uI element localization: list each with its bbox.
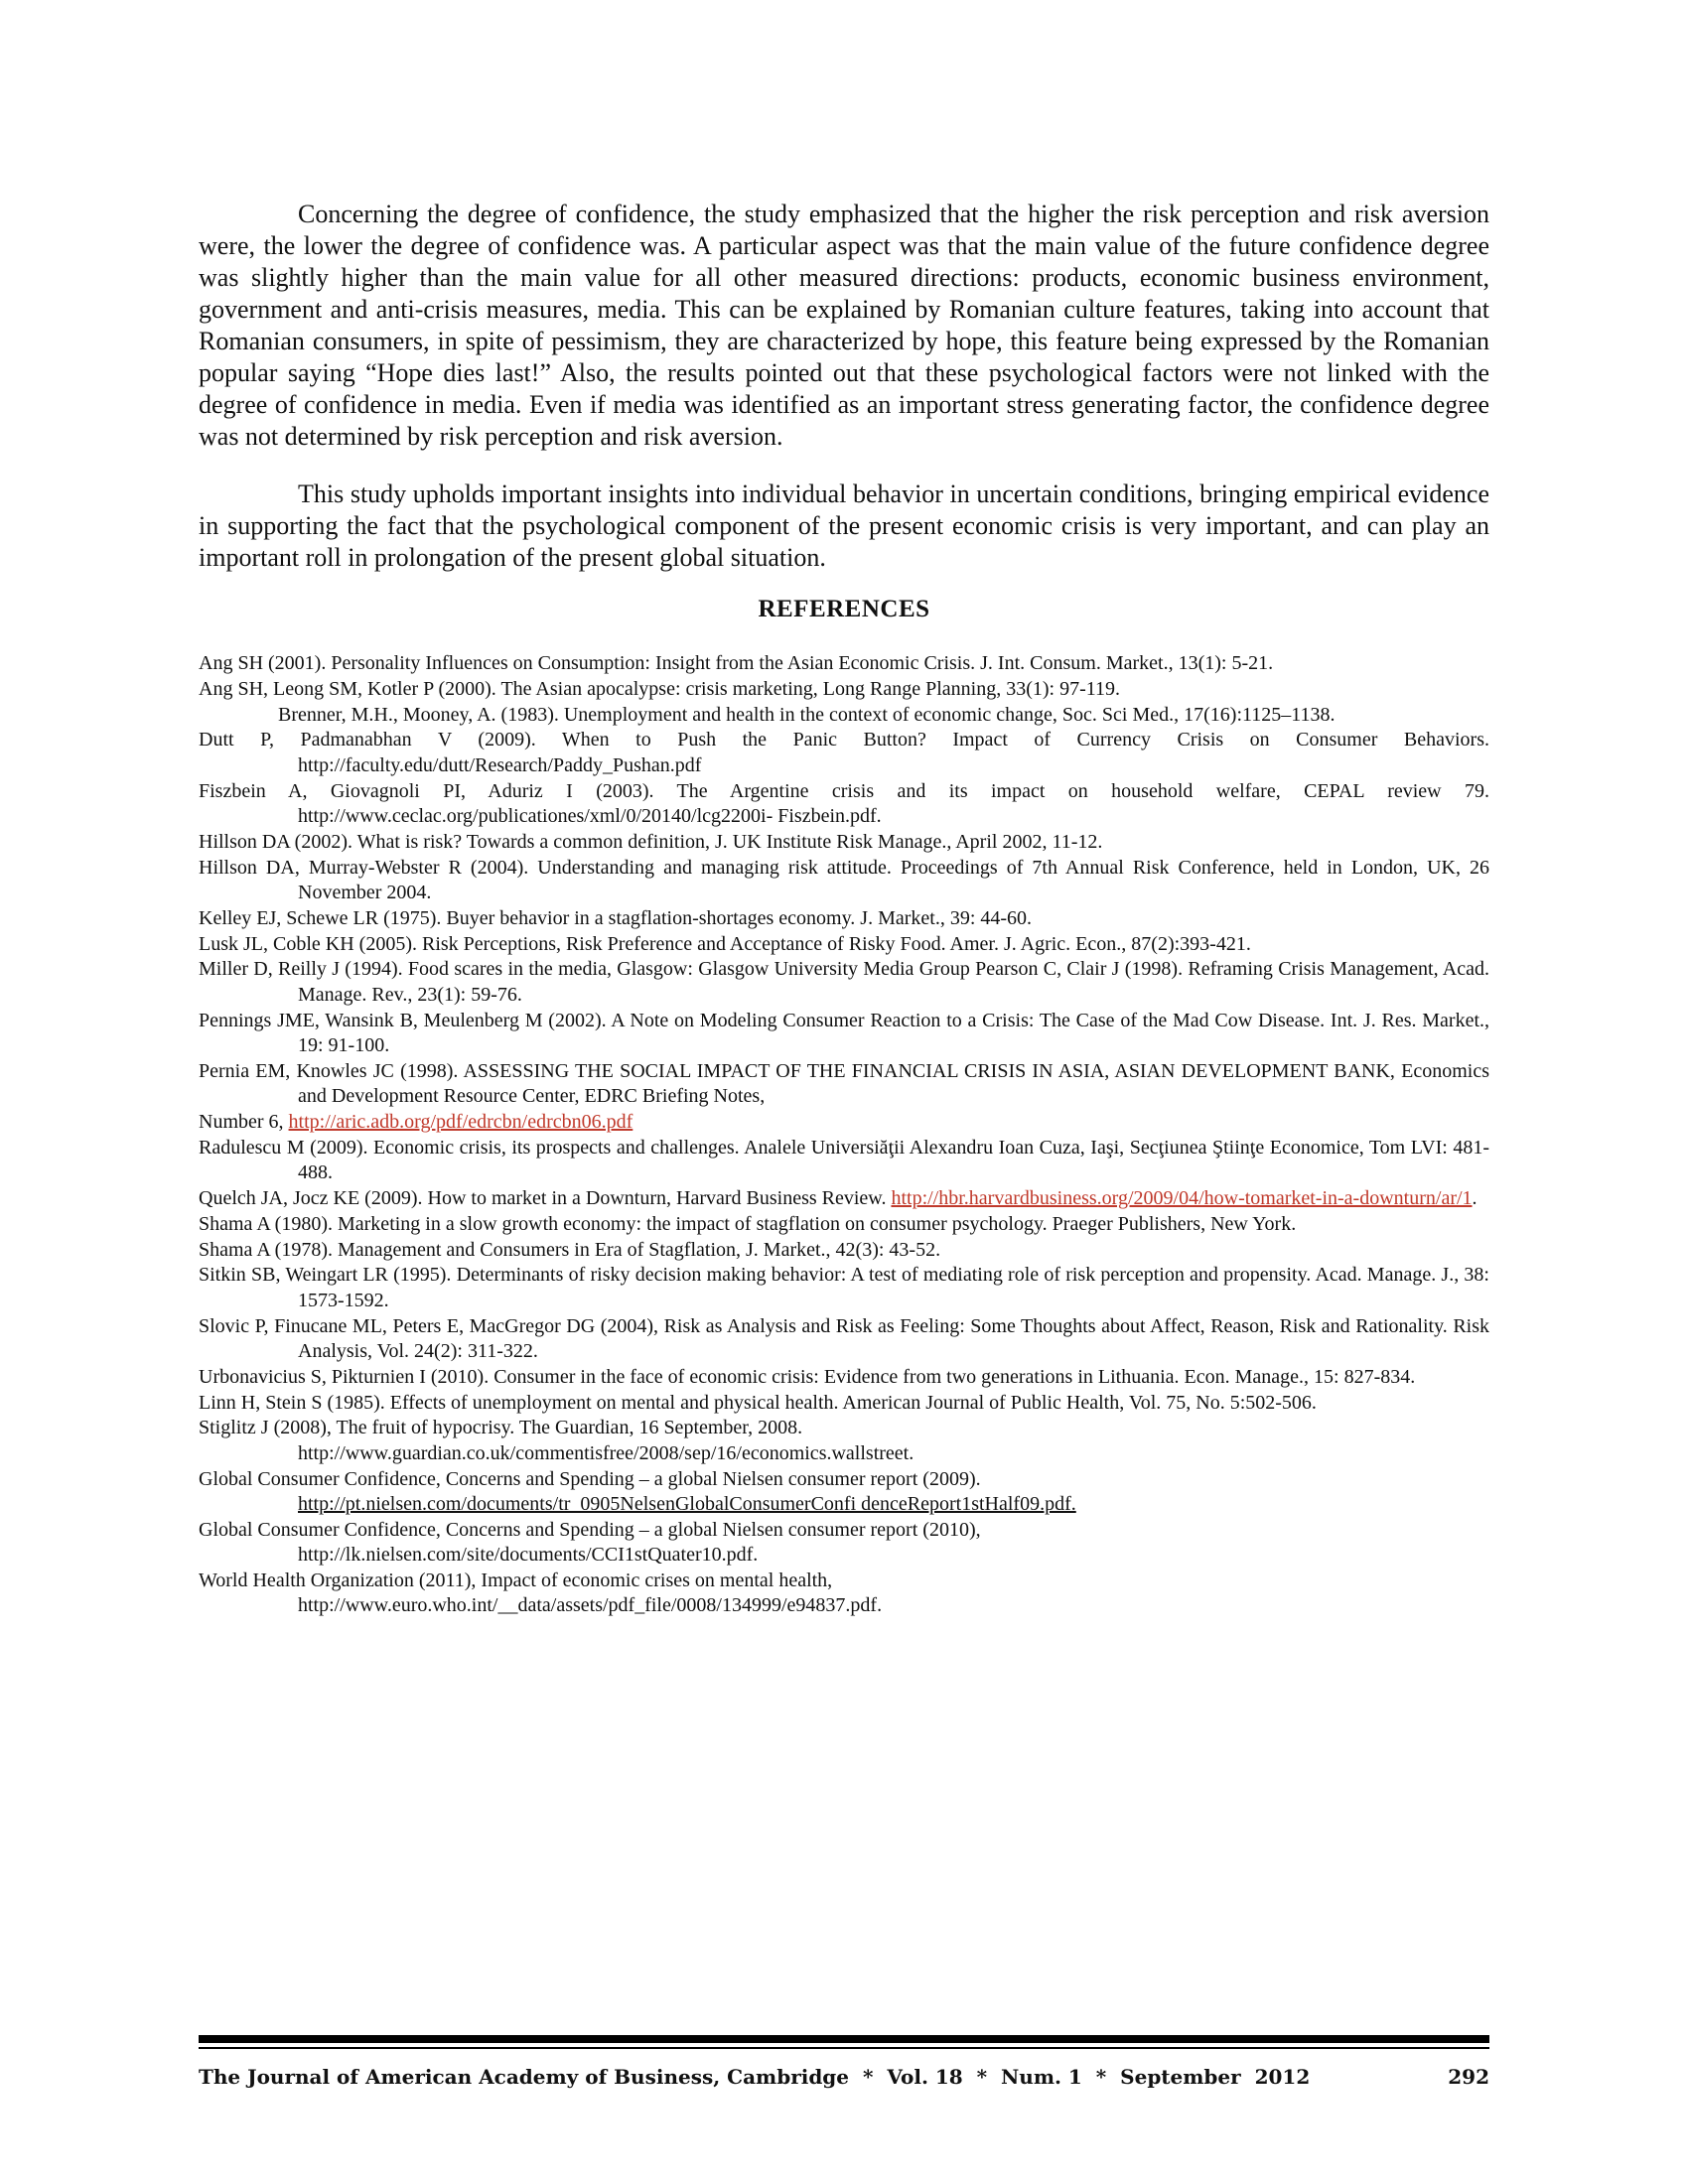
footer-rule-thick [199, 2035, 1489, 2043]
reference-text: Slovic P, Finucane ML, Peters E, MacGregor DG (2004), Risk as Analysis and Risk as Feeling: Some Thoughts about Affect, Reason, Risk and Rationality. Risk Analysis, Vol. 24(2): 311-322. [199, 1314, 1489, 1362]
reference-text: Brenner, M.H., Mooney, A. (1983). Unemployment and health in the context of economic change, Soc. Sci Med., 17(16):1125–1138. [278, 703, 1336, 726]
reference-item [199, 1059, 1489, 1110]
reference-link[interactable]: http://aric.adb.org/pdf/edrcbn/edrcbn06.pdf [288, 1111, 633, 1133]
reference-item [199, 856, 1489, 906]
reference-item [199, 830, 1489, 855]
reference-item [199, 1416, 1489, 1466]
reference-text: Pennings JME, Wansink B, Meulenberg M (2002). A Note on Modeling Consumer Reaction to a Crisis: The Case of the Mad Cow Disease. Int. J. Res. Market., 19: 91-100. [199, 1009, 1489, 1056]
reference-text: Shama A (1980). Marketing in a slow growth economy: the impact of stagflation on consumer psychology. Praeger Publishers, New York. [199, 1212, 1297, 1235]
reference-text: Ang SH (2001). Personality Influences on Consumption: Insight from the Asian Economic Crisis. J. Int. Consum. Market., 13(1): 5-21. [199, 652, 1274, 674]
reference-item [199, 728, 1489, 778]
reference-text: Hillson DA (2002). What is risk? Towards a common definition, J. UK Institute Risk Manage., April 2002, 11-12. [199, 830, 1103, 853]
reference-text: Kelley EJ, Schewe LR (1975). Buyer behavior in a stagflation-shortages economy. J. Market., 39: 44-60. [199, 906, 1033, 929]
reference-text: Quelch JA, Jocz KE (2009). How to market in a Downturn, Harvard Business Review. [199, 1187, 892, 1209]
reference-item [199, 1238, 1489, 1263]
reference-text: Stiglitz J (2008), The fruit of hypocrisy. The Guardian, 16 September, 2008. [199, 1417, 803, 1439]
reference-url[interactable]: http://www.ceclac.org/publicationes/xml/0/20140/lcg2200i- Fiszbein.pdf. [298, 805, 882, 827]
reference-text: Sitkin SB, Weingart LR (1995). Determinants of risky decision making behavior: A test of mediating role of risk perception and propensity. Acad. Manage. J., 38: 1573-1592. [199, 1264, 1489, 1311]
reference-text: Fiszbein A, Giovagnoli PI, Aduriz I (2003). The Argentine crisis and its impact on household welfare, CEPAL review 79. [199, 779, 1489, 802]
reference-url[interactable]: http://www.guardian.co.uk/commentisfree/2008/sep/16/economics.wallstreet. [298, 1441, 914, 1464]
reference-url[interactable]: http://pt.nielsen.com/documents/tr_0905NelsenGlobalConsumerConfi denceReport1stHalf09.pdf. [298, 1493, 1076, 1515]
reference-item [199, 1569, 1489, 1619]
reference-item [199, 779, 1489, 830]
journal-citation: The Journal of American Academy of Business, Cambridge * Vol. 18 * Num. 1 * September 2012 [199, 2065, 1311, 2089]
reference-text: Shama A (1978). Management and Consumers in Era of Stagflation, J. Market., 42(3): 43-52. [199, 1238, 941, 1261]
reference-item [199, 1467, 1489, 1518]
reference-text: Linn H, Stein S (1985). Effects of unemployment on mental and physical health. American Journal of Public Health, Vol. 75, No. 5:502-506. [199, 1391, 1317, 1414]
body-paragraph-2: This study upholds important insights into individual behavior in uncertain conditions, bringing empirical evidence in supporting the fact that the psychological component of the present economic crisis is very important, and can play an important roll in prolongation of the present global situation. [199, 479, 1489, 572]
body-paragraph-1: Concerning the degree of confidence, the study emphasized that the higher the risk perception and risk aversion were, the lower the degree of confidence was. A particular aspect was that the main value of the future confidence degree was slightly higher than the main value for all other measured directions: products, economic business environment, government and anti-crisis measures, media. This can be explained by Romanian culture features, taking into account that Romanian consumers, in spite of pessimism, they are characterized by hope, this feature being expressed by the Romanian popular saying “Hope dies last!” Also, the results pointed out that these psychological factors were not linked with the degree of confidence in media. Even if media was identified as an important stress generating factor, the confidence degree was not determined by risk perception and risk aversion. [199, 200, 1489, 451]
reference-item [199, 1136, 1489, 1186]
reference-item [199, 1263, 1489, 1313]
reference-text: Miller D, Reilly J (1994). Food scares in the media, Glasgow: Glasgow University Media Group Pearson C, Clair J (1998). Reframing Crisis Management, Acad. Manage. Rev., 23(1): 59-76. [199, 958, 1489, 1006]
reference-text: Urbonavicius S, Pikturnien I (2010). Consumer in the face of economic crisis: Evidence from two generations in Lithuania. Econ. Manage., 15: 827-834. [199, 1365, 1416, 1388]
reference-item [199, 1365, 1489, 1390]
reference-text: Hillson DA, Murray-Webster R (2004). Understanding and managing risk attitude. Proceedings of 7th Annual Risk Conference, held in London, UK, 26 November 2004. [199, 856, 1489, 903]
reference-text: Dutt P, Padmanabhan V (2009). When to Push the Panic Button? Impact of Currency Crisis on Consumer Behaviors. [199, 729, 1489, 751]
footer-rule-thin [199, 2047, 1489, 2049]
reference-item [199, 932, 1489, 957]
reference-item [199, 703, 1489, 728]
references-list [199, 651, 1489, 1619]
reference-item [199, 651, 1489, 676]
reference-item [199, 1391, 1489, 1416]
reference-text: World Health Organization (2011), Impact of economic crises on mental health, [199, 1570, 833, 1591]
reference-item [199, 1186, 1489, 1211]
page-number: 292 [1448, 2065, 1489, 2089]
reference-item [199, 677, 1489, 702]
reference-item [199, 906, 1489, 931]
reference-url[interactable]: http://lk.nielsen.com/site/documents/CCI1stQuater10.pdf. [298, 1544, 759, 1567]
reference-item [199, 1110, 1489, 1135]
reference-text: Global Consumer Confidence, Concerns and Spending – a global Nielsen consumer report (2010), [199, 1518, 981, 1541]
reference-text: Radulescu M (2009). Economic crisis, its prospects and challenges. Analele Universiăţii Alexandru Ioan Cuza, Iaşi, Secţiunea Ştiinţe Economice, Tom LVI: 481-488. [199, 1136, 1489, 1184]
reference-item [199, 1009, 1489, 1059]
reference-text: Ang SH, Leong SM, Kotler P (2000). The Asian apocalypse: crisis marketing, Long Range Planning, 33(1): 97-119. [199, 677, 1121, 700]
reference-item [199, 1518, 1489, 1569]
reference-url[interactable]: http://www.euro.who.int/__data/assets/pdf_file/0008/134999/e94837.pdf. [298, 1594, 883, 1617]
reference-item [199, 957, 1489, 1008]
references-heading: REFERENCES [758, 596, 930, 622]
reference-link[interactable]: http://hbr.harvardbusiness.org/2009/04/how-tomarket-in-a-downturn/ar/1 [891, 1187, 1473, 1209]
page-footer [199, 2065, 1489, 2095]
page-content [199, 0, 1489, 2184]
reference-text: Number 6, [199, 1111, 289, 1133]
reference-text: Lusk JL, Coble KH (2005). Risk Perceptions, Risk Preference and Acceptance of Risky Food. Amer. J. Agric. Econ., 87(2):393-421. [199, 932, 1251, 955]
reference-item [199, 1314, 1489, 1365]
reference-text: Global Consumer Confidence, Concerns and Spending – a global Nielsen consumer report (2009). [199, 1467, 981, 1490]
reference-url[interactable]: http://faculty.edu/dutt/Research/Paddy_Pushan.pdf [298, 753, 702, 776]
reference-text: Pernia EM, Knowles JC (1998). ASSESSING THE SOCIAL IMPACT OF THE FINANCIAL CRISIS IN ASIA, ASIAN DEVELOPMENT BANK, Economics and Development Resource Center, EDRC Briefing Notes, [199, 1059, 1489, 1108]
reference-text: . [1472, 1187, 1477, 1209]
reference-item [199, 1212, 1489, 1237]
